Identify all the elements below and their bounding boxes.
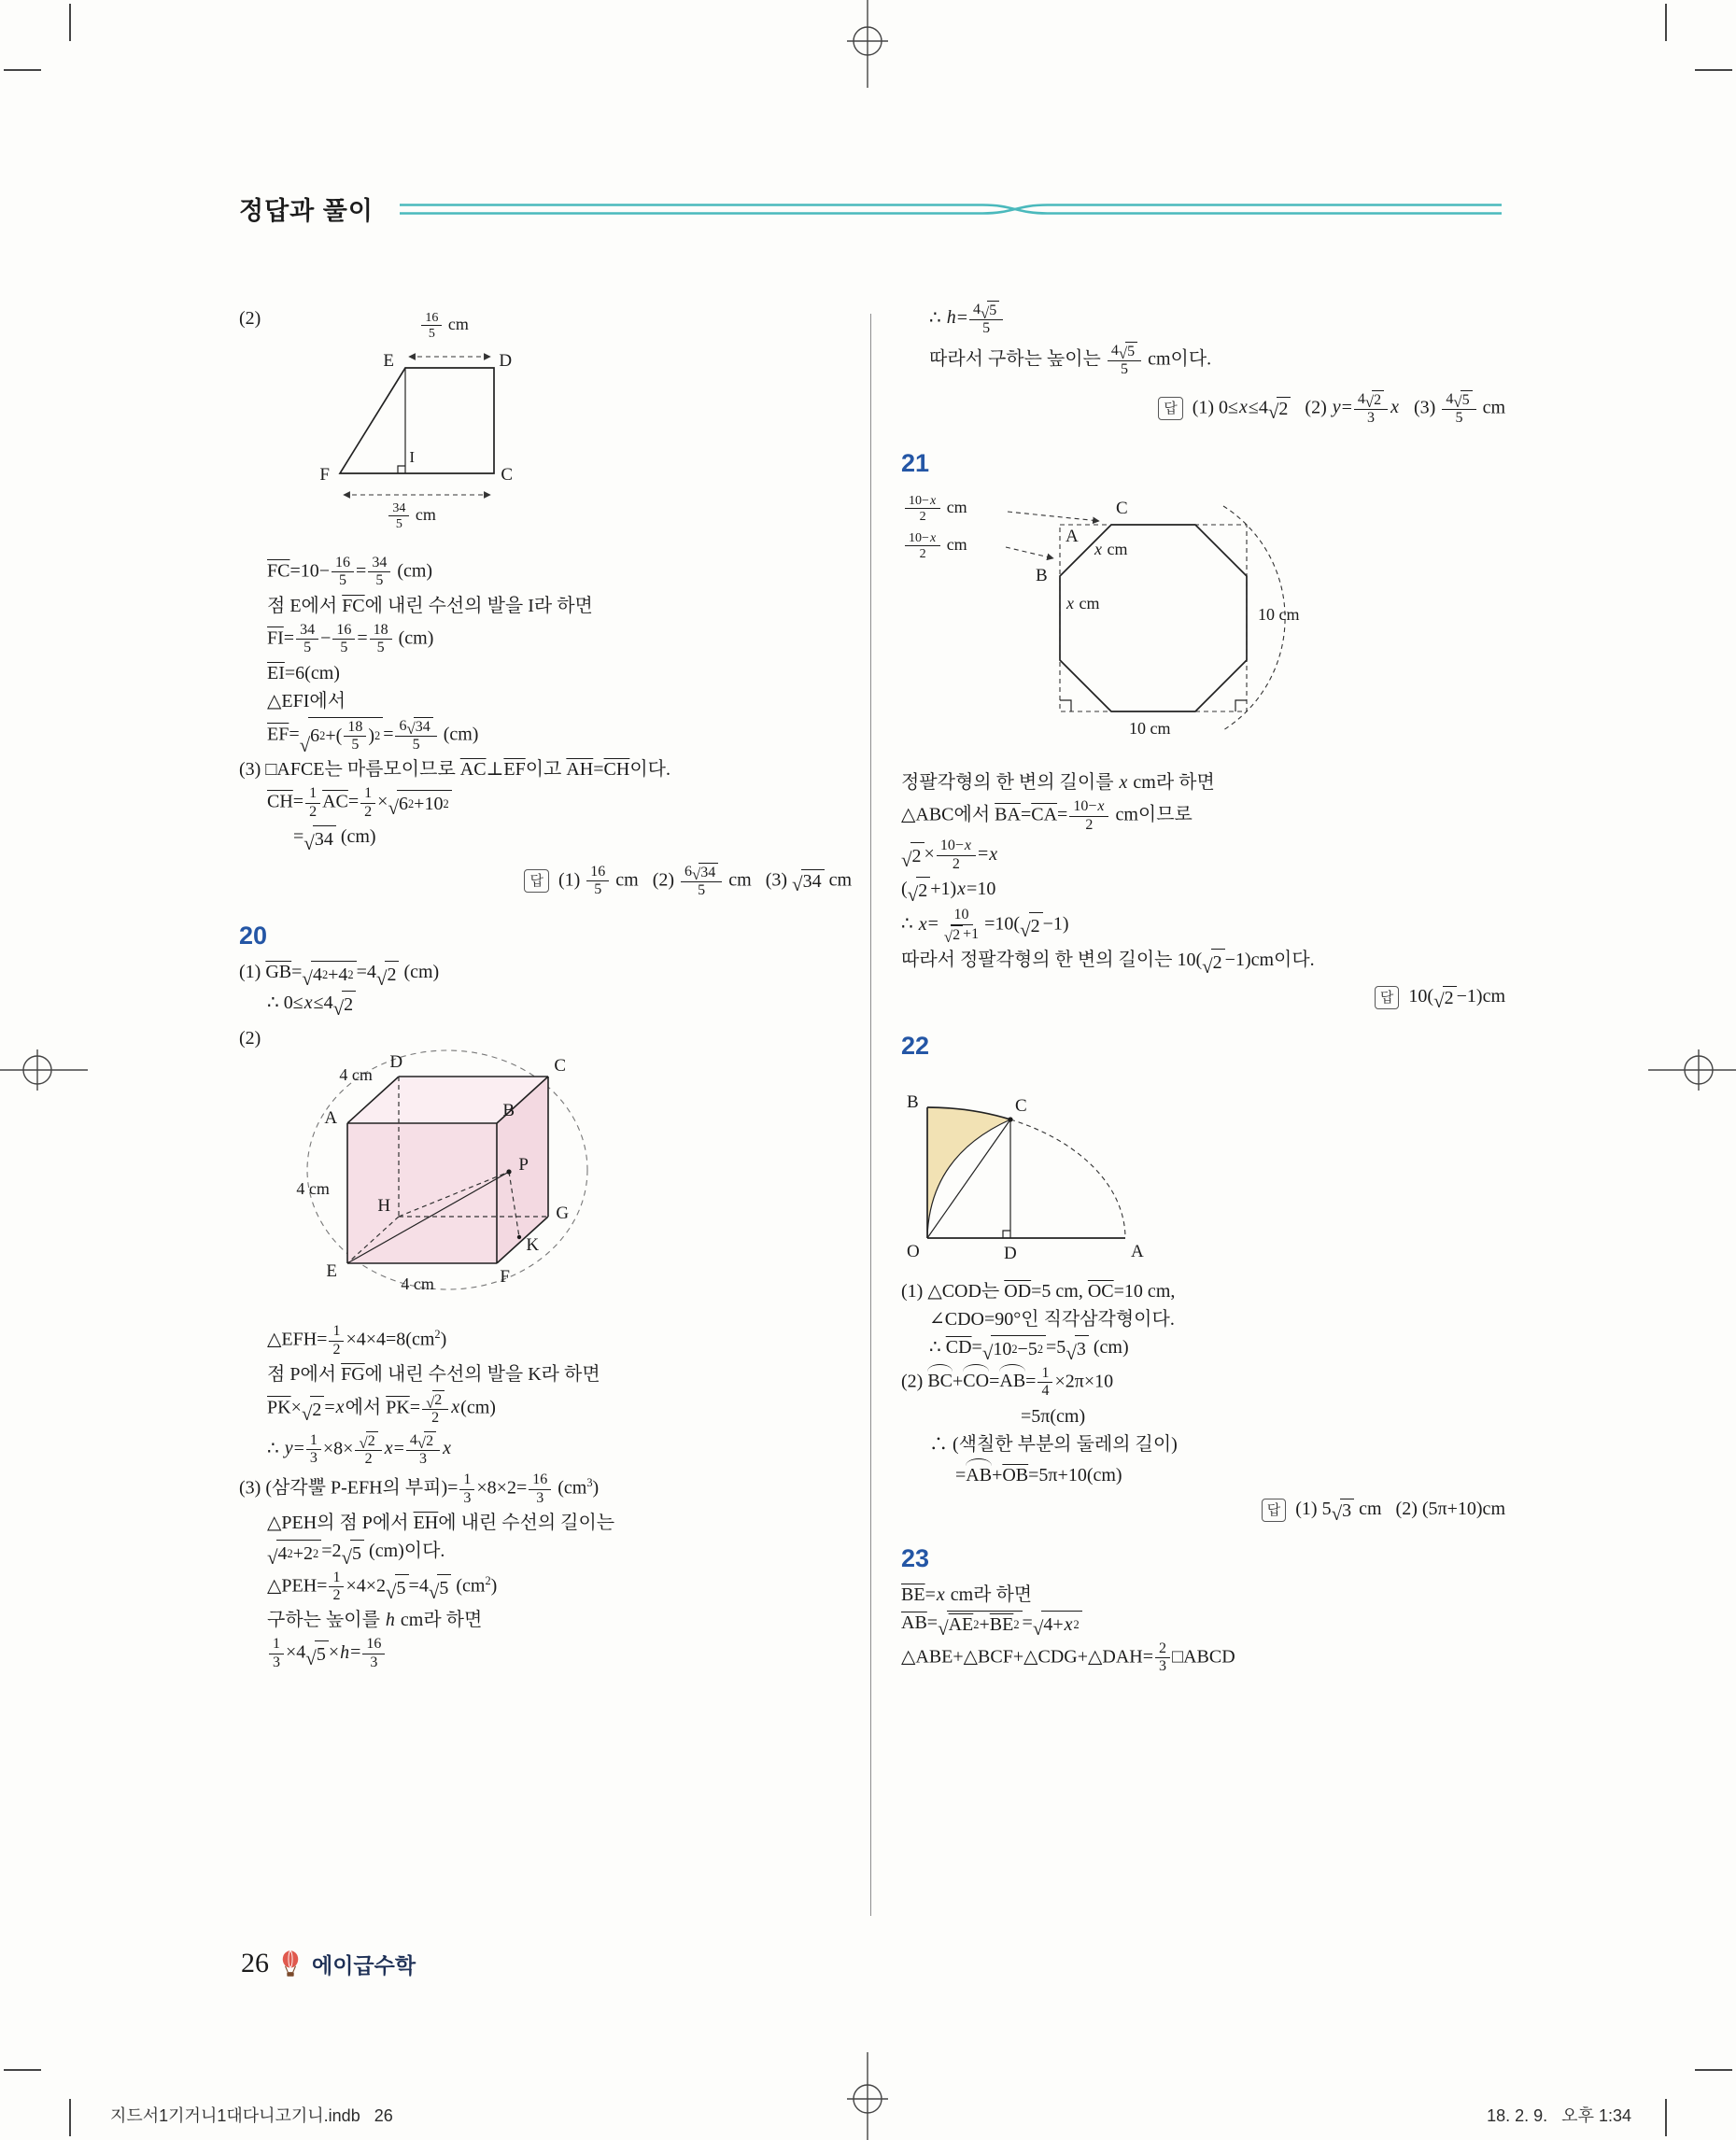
solution-line: ∴ h= 4 √ 5 5 <box>929 301 1505 338</box>
solution-line: ∴ $\overline{CD}=$ √ 10 2 −5 2 =5 √ 3 (cm) <box>929 1336 1129 1364</box>
point-label-O: O <box>907 1241 920 1261</box>
solution-line: 따라서 구하는 높이는 4 √ 5 5 cm이다. <box>929 342 1212 378</box>
problem-number-20: 20 <box>239 922 268 950</box>
trapezoid-shape <box>340 368 494 473</box>
solution-line: $\overline{CH}=$ $\frac{1}{2}$ $\overline{AC}=$ $\frac{1}{2}$ × √ 6 2 +10 2 <box>267 785 852 821</box>
solution-line: 점 E에서 $\overline{FC}$에 내린 수선의 발을 I라 하면 <box>267 595 593 616</box>
solution-line: $\overline{EI}=6(cm)$ <box>267 662 340 683</box>
solution-line: $\overline{BE}=x$ cm라 하면 <box>901 1584 1033 1605</box>
trim-mark <box>1695 2069 1732 2071</box>
dimension-label: 4 cm <box>339 1065 373 1085</box>
print-info-left: 지드서1기거니1대다니고기니.indb 26 <box>110 2106 393 2125</box>
right-angle-mark <box>1235 700 1247 711</box>
point-label-C: C <box>501 465 514 485</box>
answer-text: (1) 5 √ 3 cm (2) (5π+10)cm <box>1295 1498 1505 1525</box>
problem-number-23: 23 <box>901 1543 930 1572</box>
content-columns <box>239 297 1505 1680</box>
point-label-E: E <box>326 1261 337 1282</box>
dimension-label: $\frac{10-x}{2}$ cm <box>903 493 967 524</box>
dimension-arrow-2 <box>1006 547 1053 558</box>
dashed-arc-CA <box>1010 1119 1125 1238</box>
solution-line: ∴ y= $\frac{1}{3}$ ×8× √ 2 2 x= 4 √ 2 3 x <box>267 1431 451 1468</box>
trim-mark <box>69 2099 71 2136</box>
registration-mark-right <box>1648 1044 1736 1096</box>
cube-svg <box>287 1030 623 1310</box>
point-label-P: P <box>518 1155 529 1176</box>
solution-line: 구하는 높이를 h cm라 하면 <box>267 1610 483 1631</box>
solution-line: = √ 34 (cm) <box>293 826 376 854</box>
point-label-E: E <box>383 351 394 371</box>
point-label-I: I <box>409 448 415 466</box>
dimension-label: 4 cm <box>296 1179 330 1199</box>
solution-line: ∠CDO=90°인 직각삼각형이다. <box>929 1308 1175 1330</box>
solution-line: 정팔각형의 한 변의 길이를 x cm라 하면 <box>901 772 1215 794</box>
print-info-line <box>110 2103 1631 2127</box>
dimension-label: $\frac{16}{5}$ cm <box>419 310 469 341</box>
point-label-A: A <box>1066 527 1079 547</box>
point-label-C: C <box>554 1056 567 1077</box>
solution-part-2 <box>239 303 852 549</box>
answer-line <box>901 1498 1505 1525</box>
solution-line: (2) BC+CO=AB= $\frac{1}{4}$ ×2π×10 <box>901 1364 1114 1400</box>
dimension-label: x cm <box>1066 594 1100 613</box>
solution-line: √ 2 × $\frac{10-x}{2}$ =x <box>901 838 998 872</box>
page-header-title: 정답과 풀이 <box>239 197 374 225</box>
right-angle-mark <box>1003 1231 1010 1238</box>
trapezoid-svg <box>303 310 611 542</box>
point-label-D: D <box>499 351 513 371</box>
point-label-B: B <box>907 1091 919 1112</box>
right-angle-mark <box>398 466 405 473</box>
answer-line <box>901 985 1505 1012</box>
solution-line: 따라서 정팔각형의 한 변의 길이는 10( √ 2 −1)cm이다. <box>901 950 1315 978</box>
point-label-B: B <box>502 1101 515 1121</box>
right-angle-mark <box>1060 700 1071 711</box>
problem-number-21: 21 <box>901 449 930 478</box>
point-label-H: H <box>377 1196 391 1217</box>
registration-mark-left <box>0 1044 88 1096</box>
solution-line: △ABE+△BCF+△CDG+△DAH= $\frac{2}{3}$ □ABCD <box>901 1640 1235 1675</box>
shaded-region <box>927 1107 1010 1238</box>
point-label-D: D <box>1004 1243 1017 1263</box>
answer-badge: 답 <box>1262 1499 1287 1522</box>
solution-line: ( √ 2 +1)x=10 <box>901 878 996 907</box>
point-C-dot <box>1008 1117 1012 1121</box>
solution-line: √ 4 2 +2 2 =2 √ 5 (cm)이다. <box>267 1541 445 1569</box>
solution-line: ∴ (색칠한 부분의 둘레의 길이) <box>929 1433 1178 1455</box>
solution-line: $\overline{EF}=$ √ 6 2 +( $\frac{18}{5}$ ) 2 = 6 √ 34 5 (cm) <box>267 717 479 757</box>
dimension-label: 10 cm <box>1258 605 1300 625</box>
figure-cube <box>287 1030 623 1310</box>
solution-line: (3) □AFCE는 마름모이므로 $\overline{AC}\perp\overline{EF}$이고 $\overline{AH}=\overline{CH}$이다. <box>239 759 670 781</box>
answer-badge: 답 <box>1375 986 1400 1009</box>
solution-line: (1) △COD는 $\overline{OD}=5$ cm, $\overline{OC}=10$ cm, <box>901 1280 1176 1302</box>
solution-line: △EFI에서 <box>267 690 346 711</box>
footer-brand: 에이급수학 <box>312 1952 416 1978</box>
solution-line: $\overline{FI}=$ $\frac{34}{5}$ − $\frac{16}{5}$ = $\frac{18}{5}$ (cm) <box>267 621 434 656</box>
footer-page-number: 26 <box>241 1948 269 1978</box>
answer-line <box>901 390 1505 428</box>
solution-line: ∴ x= 10 √ 2 +1 =10( √ 2 −1) <box>901 907 1069 947</box>
problem-number-22: 22 <box>901 1031 930 1060</box>
point-label-C: C <box>1116 499 1128 519</box>
registration-mark-top <box>841 0 894 88</box>
answer-text: (1) $\frac{16}{5}$ cm (2) 6 √ 34 5 cm (3) √ 34 cm <box>557 863 852 898</box>
solution-line: △ABC에서 $\overline{BA}=\overline{CA}=$ $\frac{10-x}{2}$ cm이므로 <box>901 798 1193 833</box>
solution-part-2 <box>239 1022 852 1317</box>
right-column <box>901 297 1505 1680</box>
brand-balloon-icon <box>280 1950 301 1978</box>
answer-badge: 답 <box>524 869 549 893</box>
solution-line: $=AB+\overline{OB}=5\pi+10(cm)$ <box>955 1464 1122 1485</box>
solution-line: $\overline{PK}\times$ √ 2 =x에서 $\overline{PK}=$ √ 2 2 x(cm) <box>267 1391 496 1427</box>
cube-front-face <box>347 1123 497 1263</box>
dimension-label: 10 cm <box>1129 719 1171 739</box>
solution-line: ∴ 0≤x≤4 √ 2 <box>267 991 852 1017</box>
solution-line: △EFH= $\frac{1}{2}$ $\times 4\times 4=8(cm^2)$ <box>267 1323 447 1358</box>
solution-line: △PEH의 점 P에서 $\overline{EH}$에 내린 수선의 길이는 <box>267 1513 615 1534</box>
answer-text: 10( √ 2 −1)cm <box>1408 985 1505 1012</box>
trim-mark <box>1695 69 1732 71</box>
quarter-circle-svg <box>901 1070 1209 1272</box>
answer-text: (1) 0≤x≤4 √ 2 (2) y= 4 √ 2 3 x (3) 4 √ 5 5 cm <box>1192 390 1505 426</box>
header-decorative-rule <box>400 203 1502 216</box>
solution-line: $\frac{1}{3}$ ×4 √ 5 ×h= $\frac{16}{3}$ <box>267 1636 852 1671</box>
answer-line <box>239 863 852 900</box>
point-K-dot <box>517 1235 521 1239</box>
dimension-label: $\frac{10-x}{2}$ cm <box>903 530 967 561</box>
point-label-F: F <box>500 1267 510 1288</box>
point-label-G: G <box>556 1204 570 1224</box>
point-label-C: C <box>1015 1095 1027 1116</box>
point-label-D: D <box>389 1052 403 1073</box>
trim-mark <box>1665 2099 1667 2136</box>
point-P-dot <box>507 1170 512 1175</box>
solution-line: 점 P에서 $\overline{FG}$에 내린 수선의 발을 K라 하면 <box>267 1363 600 1385</box>
trim-mark <box>4 2069 41 2071</box>
left-column <box>239 297 852 1680</box>
solution-line: (1) $\overline{GB}=$ √ 4 2 +4 2 =4 √ 2 (cm) <box>239 962 440 990</box>
print-info-right: 18. 2. 9. 오후 1:34 <box>1487 2106 1631 2125</box>
figure-quarter-circle <box>901 1070 1209 1272</box>
point-label-B: B <box>1036 566 1048 586</box>
solution-line: (3) (삼각뿔 P-EFH의 부피)= $\frac{1}{3}$ ×8×2= $\frac{16}{3}$ $(cm^3)$ <box>239 1471 600 1506</box>
octagon-shape <box>1060 525 1247 711</box>
part-label: (2) <box>239 1028 261 1049</box>
point-label-A: A <box>1131 1241 1144 1261</box>
figure-trapezoid <box>303 310 611 542</box>
solution-line: =5π(cm) <box>1021 1405 1086 1427</box>
page-footer <box>241 1948 416 1979</box>
solution-line: $\overline{FC}=10-$ $\frac{16}{5}$ = $\frac{34}{5}$ (cm) <box>267 555 433 589</box>
part-label: (2) <box>239 308 261 329</box>
point-label-K: K <box>526 1235 540 1256</box>
solution-line: △PEH= $\frac{1}{2}$ ×4×2 √ 5 =4 √ 5 $(cm^2)$ <box>267 1569 498 1604</box>
dimension-label: x cm <box>1094 540 1128 559</box>
point-label-A: A <box>324 1108 338 1129</box>
trim-mark <box>1665 4 1667 41</box>
dimension-label: 4 cm <box>401 1274 434 1294</box>
trim-mark <box>4 69 41 71</box>
solution-line: $\overline{AB}=$ √ AE 2 + $\overline{BE}$ 2 = √ 4+ x 2 <box>901 1611 1505 1637</box>
dimension-label: $\frac{34}{5}$ cm <box>387 500 436 531</box>
answer-badge: 답 <box>1158 397 1183 420</box>
figure-octagon <box>901 487 1340 763</box>
dashed-square <box>1060 525 1247 711</box>
trim-mark <box>69 4 71 41</box>
point-label-F: F <box>319 465 330 485</box>
octagon-svg <box>901 487 1340 763</box>
page-header <box>239 190 1502 227</box>
dimension-arrow-1 <box>1008 512 1099 521</box>
